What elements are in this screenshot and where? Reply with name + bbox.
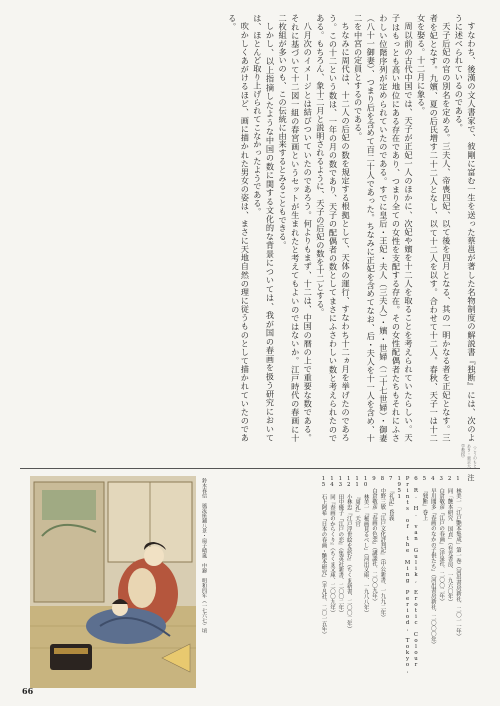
figure-caption: 鈴木春信 風流座鋪八景・扇子晴嵐 中錦 明和四年（一七六七）頃 xyxy=(201,478,207,633)
paragraph: 吹かしくあがけるほど、画に描かれた男女の姿は、まさに天地自然の理に従うものとして描かれていたのである。 xyxy=(227,14,251,442)
note-item: 3 白倉敬彦『江戸の春画』（洋泉社、二〇〇二年） xyxy=(438,476,445,605)
section-divider xyxy=(20,468,480,469)
note-item: 10 林美一『秘画見るべし』（河出文庫、一九八八年） xyxy=(362,476,369,616)
note-item: 13 田中優子『江戸の恋』（集英社新書、二〇〇二年） xyxy=(337,476,344,616)
paragraph: すなわち、後漢の文人書家で、彼剛に富む一生を送った蔡邕が著した名物制度の解説書『独断』には、次のように述べられているのである。 xyxy=(454,14,477,442)
notes-heading: 注 xyxy=(467,474,475,481)
paragraph: 天子后妃の官の別名を定める。三夫人、帝喪四妃、以て後を四月となる、其の一明かなる者を正妃となす。三者を妃となす。九嬪、夏の后氏増す二十二人となし、以て十二人を以す。合わせて十二人。春秋、天子一は十二女を娶る。十二月に象る。 xyxy=(416,14,452,442)
figure xyxy=(30,476,208,688)
note-item: 1 林美一「江戸艶本集成」第一巻（河出書房新社、二〇一一年） xyxy=(455,476,461,640)
note-item: 11 『周礼』天官 xyxy=(354,476,361,527)
note-item: 9 白倉敬彦『春画の色恋』（講談社、二〇〇九年） xyxy=(370,476,377,605)
note-item: 14 同『春画のからくり』（ちくま文庫、二〇〇九年） xyxy=(328,476,335,616)
paragraph: ちなみに周代は、十二人の后妃の数を規定する根拠として、天体の運行、すなわち十二ヵ月を挙げたのであろう。この十二という数は、一年の月の数であり、天子の配偶者の数としてまさにふさわしい数と考えられたのである。もちろん、象十二月と説明されるように、天子の后妃の数を十二とする。 xyxy=(315,14,352,442)
note-item: 5 『独断』巻上 xyxy=(421,476,428,521)
note-item: 15 石上阿希『日本の春画・艶本研究』（平凡社、二〇一五年） xyxy=(320,476,327,638)
notes-list xyxy=(194,476,462,690)
painting-illustration xyxy=(30,476,196,688)
main-article xyxy=(18,14,478,442)
note-item: 12 小林忠『江戸浮世絵を読む』（ちくま新書、二〇〇二年） xyxy=(345,476,352,632)
note-item: 6 R. H. van Gulik, Erotic Colour Prints of the Ming Period, Tokyo, 1951 xyxy=(396,476,419,674)
note-item: 8 中野三敏『江戸文化評判記』（中公新書、一九九二年） xyxy=(379,476,386,621)
note-item: 7 『礼記』昏義 xyxy=(387,476,394,521)
note-item: 4 早川聞多『春画のなかの子供たち』（河出書房新社、二〇〇〇年） xyxy=(429,476,436,648)
ukiyoe-painting xyxy=(30,476,196,688)
paragraph: 八月次のイメージとは結びついていたのであろう。何よりもまず、十二は、中国の暦の上で重要な数である。それに基づいて十二図一組の春宮画というセットが生まれたと考えてもよいのではないか。江戸時代の春画に十二枚組が多いのも、この伝統に由来するとみることもできる。 xyxy=(278,14,314,442)
note-item: 2 同「艶本研究 国貞」（有光書房、一九六〇年） xyxy=(446,476,453,605)
paragraph: 周以前の古代中国では、天子が正妃一人のほかに、次妃や嬪を十二人を取ることを考えられていたらしい。天子はもっとも高い地位にある存在であり、つまり全ての女性を支配する存在。その女性配偶者たちもそれにふさわしい位階序列が定められていたのである。すでに皇后・王妃・夫人（三夫人）・嬪・世婦（二十七世婦）・御妻（八十一御妻）、つまり后を含めて百二十人であった。ちなみに正妃を含めてなお、后・夫人を十一人を含め、十二を中宮の定員とするのである。 xyxy=(353,14,415,442)
author-credit: （こうのもとあき・東京大学教授） xyxy=(461,444,478,468)
page-number: 66 xyxy=(22,686,34,696)
paragraph: しかし、以上指摘したような中国の数に関する文化的な背景については、我が国の春画を扱う研究においては、ほとんど取り上げられてこなかったようである。 xyxy=(252,14,276,442)
